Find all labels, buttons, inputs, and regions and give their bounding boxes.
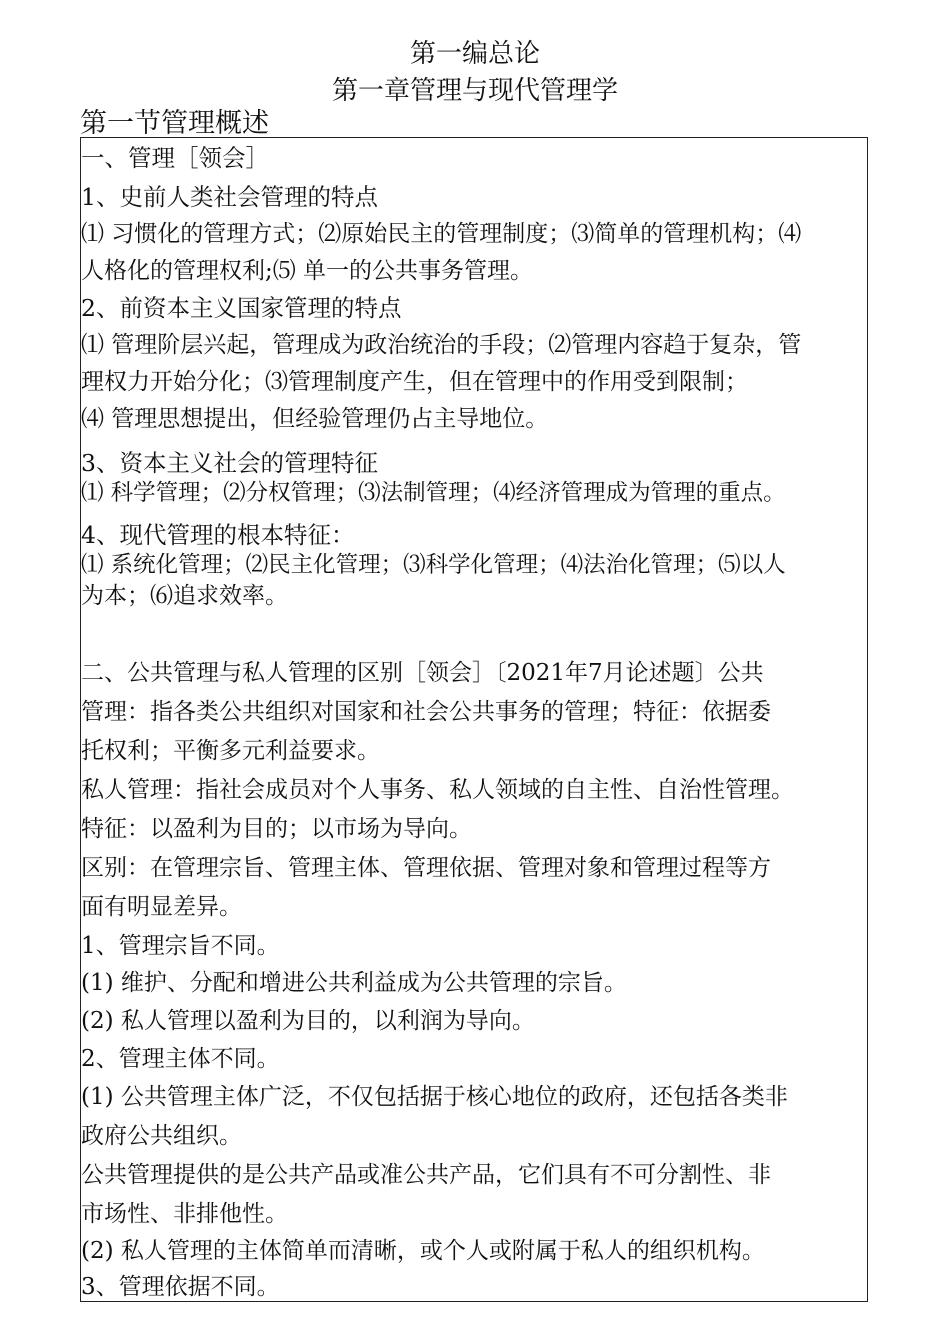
text-line: 特征：以盈利为目的；以市场为导向。	[81, 816, 472, 842]
text-line: 公共管理提供的是公共产品或准公共产品，它们具有不可分割性、非	[81, 1162, 771, 1188]
part-title: 第一编总论	[409, 39, 540, 69]
subheading-precapitalist: 2、前资本主义国家管理的特点	[81, 294, 402, 322]
text-line: (2) 私人管理以盈利为目的，以利润为导向。	[81, 1008, 535, 1034]
text-line: ⑷ 管理思想提出，但经验管理仍占主导地位。	[81, 406, 549, 432]
subheading-basis: 3、管理依据不同。	[81, 1274, 280, 1300]
text-line: 为本；⑹追求效率。	[81, 583, 288, 609]
text-line: 区别：在管理宗旨、管理主体、管理依据、管理对象和管理过程等方	[81, 855, 771, 881]
content-box	[80, 137, 868, 1302]
text-line: 面有明显差异。	[81, 894, 242, 920]
subheading-capitalist: 3、资本主义社会的管理特征	[81, 449, 378, 477]
subheading-subject: 2、管理主体不同。	[81, 1046, 280, 1072]
heading-public-private: 二、公共管理与私人管理的区别［领会］〔2021年7月论述题〕公共	[81, 660, 764, 686]
text-line: (1) 公共管理主体广泛，不仅包括据于核心地位的政府，还包括各类非	[81, 1084, 788, 1110]
text-line: 市场性、非排他性。	[81, 1201, 288, 1227]
text-line: ⑴ 科学管理；⑵分权管理；⑶法制管理；⑷经济管理成为管理的重点。	[81, 480, 786, 506]
subheading-prehistoric: 1、史前人类社会管理的特点	[81, 183, 378, 211]
text-line: ⑴ 系统化管理；⑵民主化管理；⑶科学化管理；⑷法治化管理；⑸以人	[81, 552, 786, 578]
chapter-title: 第一章管理与现代管理学	[331, 76, 618, 106]
section-title: 第一节管理概述	[80, 108, 269, 139]
heading-management: 一、管理［领会］	[81, 144, 269, 172]
text-line: ⑴ 习惯化的管理方式；⑵原始民主的管理制度；⑶简单的管理机构；⑷	[81, 221, 802, 247]
text-line: 私人管理：指社会成员对个人事务、私人领域的自主性、自治性管理。	[81, 777, 794, 803]
text-line: (1) 维护、分配和增进公共利益成为公共管理的宗旨。	[81, 970, 627, 996]
text-line: ⑴ 管理阶层兴起，管理成为政治统治的手段；⑵管理内容趋于复杂，管	[81, 332, 802, 358]
text-line: 政府公共组织。	[81, 1123, 242, 1149]
text-line: 理权力开始分化；⑶管理制度产生，但在管理中的作用受到限制；	[81, 369, 748, 395]
text-line: (2) 私人管理的主体简单而清晰，或个人或附属于私人的组织机构。	[81, 1238, 765, 1264]
text-line: 人格化的管理权利;⑸ 单一的公共事务管理。	[81, 258, 534, 284]
text-line: 托权利；平衡多元利益要求。	[81, 738, 380, 764]
text-line: 管理：指各类公共组织对国家和社会公共事务的管理；特征：依据委	[81, 699, 771, 725]
subheading-modern: 4、现代管理的根本特征：	[81, 521, 355, 549]
subheading-purpose: 1、管理宗旨不同。	[81, 933, 280, 959]
